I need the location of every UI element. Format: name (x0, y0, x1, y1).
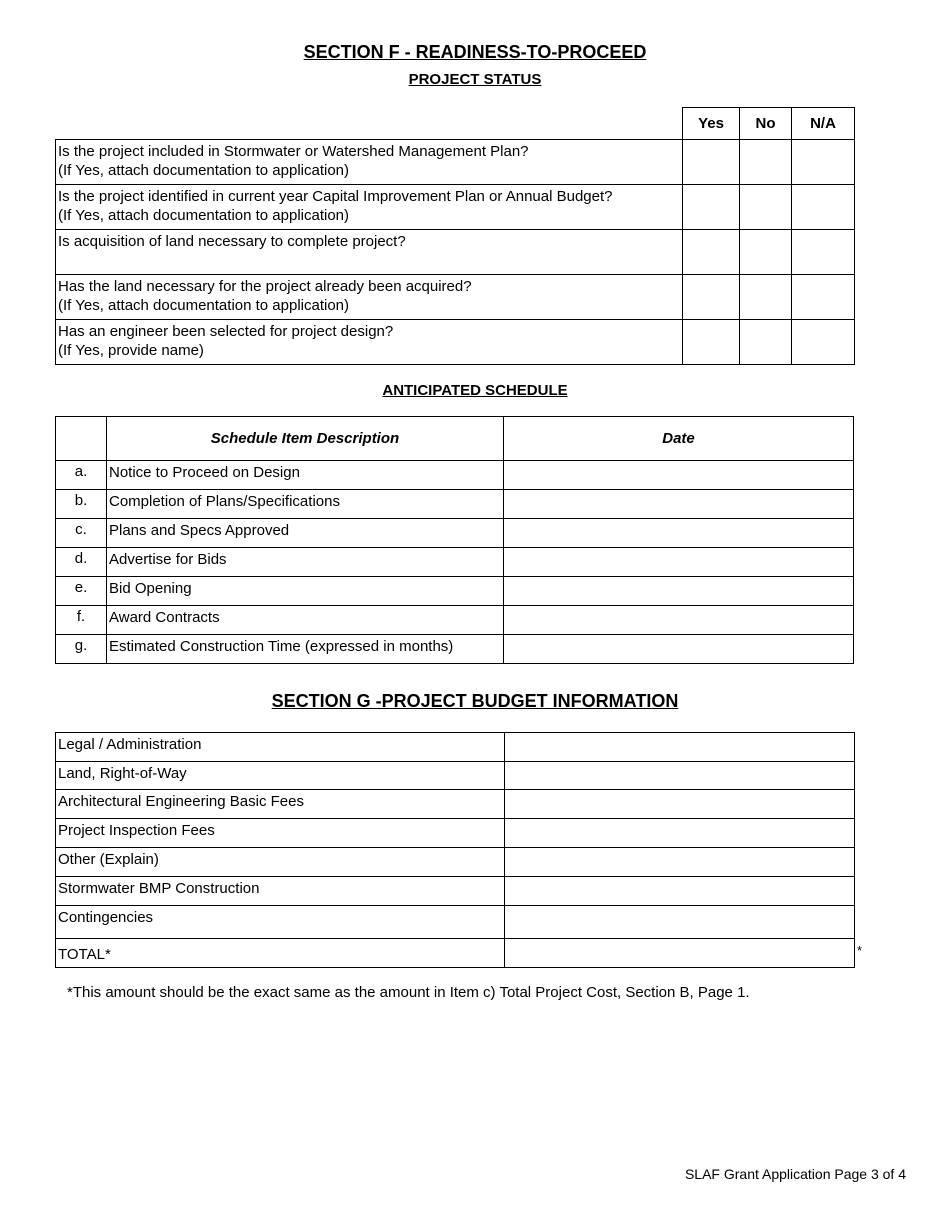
schedule-letter: g. (56, 635, 107, 664)
section-g-title: SECTION G -PROJECT BUDGET INFORMATION (271, 691, 679, 711)
answer-na-cell[interactable] (792, 320, 855, 365)
question-row (56, 230, 855, 275)
budget-amount-cell[interactable] (505, 877, 855, 906)
budget-amount-cell[interactable] (505, 790, 855, 819)
answer-yes-cell[interactable] (683, 140, 740, 185)
schedule-description: Bid Opening (109, 580, 192, 597)
budget-amount-cell[interactable] (505, 733, 855, 762)
schedule-description: Plans and Specs Approved (109, 522, 290, 539)
budget-label: Contingencies (58, 909, 154, 926)
budget-table (55, 732, 855, 968)
budget-total-amount-cell[interactable] (505, 939, 855, 968)
schedule-description-header: Schedule Item Description (107, 417, 504, 461)
answer-no-cell[interactable] (740, 230, 792, 275)
schedule-table (55, 416, 854, 664)
schedule-header-row (56, 417, 854, 461)
budget-label: Legal / Administration (58, 736, 202, 753)
schedule-description: Award Contracts (109, 609, 220, 626)
budget-row (56, 762, 855, 790)
budget-total-row (56, 939, 855, 968)
answer-yes-cell[interactable] (683, 320, 740, 365)
schedule-row (56, 635, 854, 664)
schedule-row (56, 519, 854, 548)
question-note: (If Yes, attach documentation to application) (58, 207, 350, 224)
budget-amount-cell[interactable] (505, 819, 855, 848)
schedule-date-cell[interactable] (504, 490, 854, 519)
question-text: Has the land necessary for the project already been acquired? (58, 278, 472, 295)
schedule-date-cell[interactable] (504, 606, 854, 635)
total-asterisk: * (857, 943, 863, 958)
question-text: Is the project included in Stormwater or Watershed Management Plan? (58, 143, 529, 160)
section-f-title: SECTION F - READINESS-TO-PROCEED (303, 42, 647, 62)
question-text: Has an engineer been selected for project design? (58, 323, 394, 340)
budget-footnote: *This amount should be the exact same as the amount in Item c) Total Project Cost, Section B, Page 1. (67, 984, 750, 1001)
budget-row (56, 733, 855, 762)
answer-na-cell[interactable] (792, 140, 855, 185)
budget-label: Land, Right-of-Way (58, 765, 187, 782)
project-status-table (55, 107, 855, 365)
schedule-description: Notice to Proceed on Design (109, 464, 300, 481)
question-note: (If Yes, provide name) (58, 342, 204, 359)
question-note: (If Yes, attach documentation to application) (58, 297, 350, 314)
column-na: N/A (792, 108, 855, 140)
schedule-title: ANTICIPATED SCHEDULE (382, 382, 568, 399)
schedule-description: Completion of Plans/Specifications (109, 493, 340, 510)
question-text: Is acquisition of land necessary to complete project? (58, 233, 406, 250)
answer-no-cell[interactable] (740, 140, 792, 185)
answer-na-cell[interactable] (792, 230, 855, 275)
budget-row (56, 790, 855, 819)
answer-na-cell[interactable] (792, 275, 855, 320)
schedule-date-cell[interactable] (504, 548, 854, 577)
schedule-letter: f. (56, 606, 107, 635)
schedule-row (56, 577, 854, 606)
answer-no-cell[interactable] (740, 185, 792, 230)
answer-yes-cell[interactable] (683, 275, 740, 320)
page-footer: SLAF Grant Application Page 3 of 4 (684, 1166, 906, 1182)
answer-yes-cell[interactable] (683, 185, 740, 230)
schedule-row (56, 461, 854, 490)
answer-na-cell[interactable] (792, 185, 855, 230)
question-row (56, 275, 855, 320)
answer-no-cell[interactable] (740, 275, 792, 320)
question-note: (If Yes, attach documentation to application) (58, 162, 350, 179)
answer-no-cell[interactable] (740, 320, 792, 365)
schedule-letter: c. (56, 519, 107, 548)
schedule-letter: b. (56, 490, 107, 519)
question-text: Is the project identified in current year Capital Improvement Plan or Annual Budget? (58, 188, 613, 205)
budget-label: Project Inspection Fees (58, 822, 215, 839)
budget-amount-cell[interactable] (505, 848, 855, 877)
budget-amount-cell[interactable] (505, 906, 855, 939)
budget-label: Architectural Engineering Basic Fees (58, 793, 304, 810)
budget-total-label: TOTAL* (58, 945, 111, 963)
schedule-letter: e. (56, 577, 107, 606)
answer-yes-cell[interactable] (683, 230, 740, 275)
schedule-description: Advertise for Bids (109, 551, 227, 568)
question-row (56, 140, 855, 185)
budget-row (56, 848, 855, 877)
column-no: No (740, 108, 792, 140)
project-status-subtitle: PROJECT STATUS (408, 71, 542, 88)
schedule-row (56, 548, 854, 577)
budget-amount-cell[interactable] (505, 762, 855, 790)
schedule-date-cell[interactable] (504, 577, 854, 606)
column-yes: Yes (683, 108, 740, 140)
question-row (56, 320, 855, 365)
schedule-description: Estimated Construction Time (expressed in months) (109, 638, 454, 655)
schedule-letter: a. (56, 461, 107, 490)
schedule-row (56, 490, 854, 519)
schedule-row (56, 606, 854, 635)
budget-label: Other (Explain) (58, 851, 159, 868)
budget-row (56, 819, 855, 848)
budget-row (56, 906, 855, 939)
schedule-letter: d. (56, 548, 107, 577)
schedule-date-cell[interactable] (504, 519, 854, 548)
question-row (56, 185, 855, 230)
schedule-date-cell[interactable] (504, 461, 854, 490)
schedule-date-header: Date (504, 417, 854, 461)
budget-row (56, 877, 855, 906)
project-status-header-row (56, 108, 855, 140)
budget-label: Stormwater BMP Construction (58, 880, 260, 897)
schedule-date-cell[interactable] (504, 635, 854, 664)
